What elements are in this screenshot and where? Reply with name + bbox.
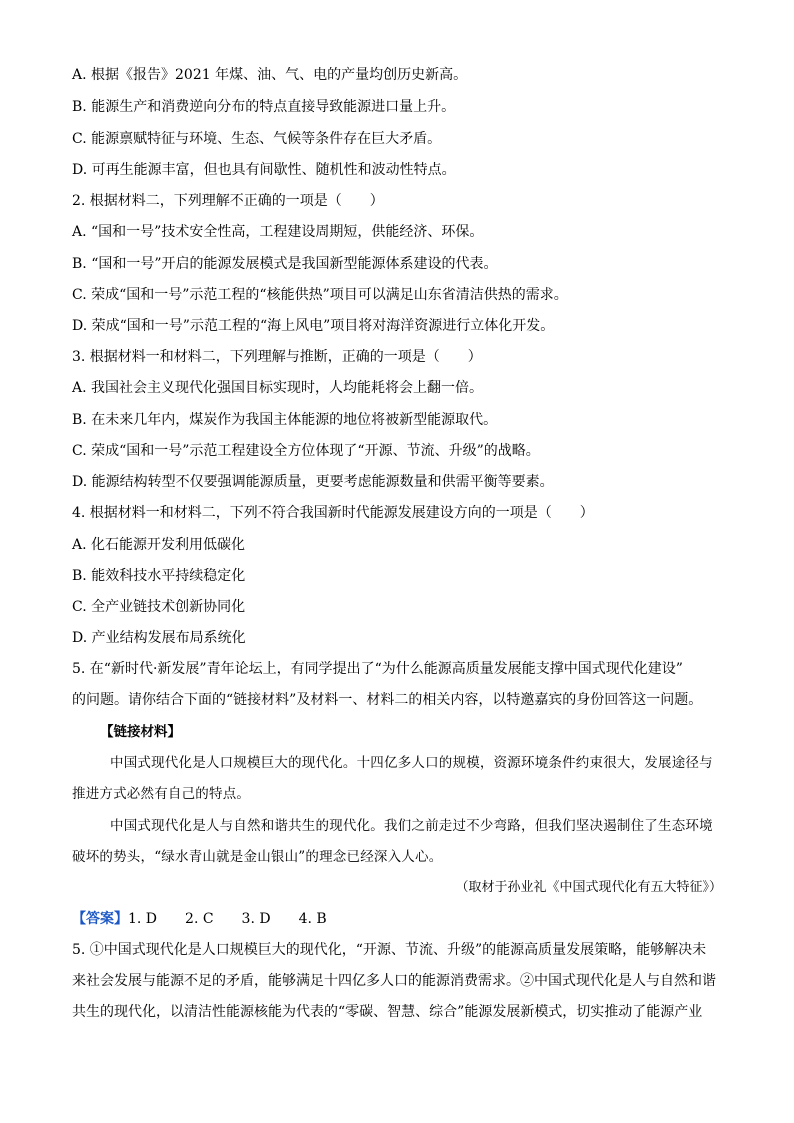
option-c-q3: C. 荣成“国和一号”示范工程建设全方位体现了“开源、节流、升级”的战略。	[72, 443, 540, 459]
linked-material-para-2-line-2: 破坏的势头，“绿水青山就是金山银山”的理念已经深入人心。	[72, 849, 443, 865]
answer-5-line-3: 共生的现代化，以清洁性能源核能为代表的“零碳、智慧、综合”能源发展新模式，切实推动了能源产业	[72, 1004, 703, 1020]
question-5-line-2: 的问题。请你结合下面的“链接材料”及材料一、材料二的相关内容，以特邀嘉宾的身份回答这一问题。	[72, 692, 703, 708]
linked-material-para-2-line-1: 中国式现代化是人与自然和谐共生的现代化。我们之前走过不少弯路，但我们坚决遏制住了生态环境	[110, 818, 713, 834]
question-3: 3. 根据材料一和材料二，下列理解与推断，正确的一项是（ ）	[72, 349, 482, 365]
option-a-q3: A. 我国社会主义现代化强国目标实现时，人均能耗将会上翻一倍。	[72, 380, 484, 396]
option-d-q2: D. 荣成“国和一号”示范工程的“海上风电”项目将对海洋资源进行立体化开发。	[72, 318, 555, 334]
linked-material-para-1-line-2: 推进方式必然有自己的特点。	[72, 786, 251, 802]
option-a-q2: A. “国和一号”技术安全性高，工程建设周期短，供能经济、环保。	[72, 224, 484, 240]
option-b-q1: B. 能源生产和消费逆向分布的特点直接导致能源进口量上升。	[72, 99, 456, 115]
option-a-q4: A. 化石能源开发利用低碳化	[72, 537, 246, 553]
option-c-q1: C. 能源禀赋特征与环境、生态、气候等条件存在巨大矛盾。	[72, 131, 442, 147]
source-citation: （取材于孙业礼《中国式现代化有五大特征》）	[455, 880, 722, 895]
answer-text: 1. D 2. C 3. D 4. B	[128, 911, 327, 927]
linked-material-heading: 【链接材料】	[100, 724, 181, 740]
option-d-q4: D. 产业结构发展布局系统化	[72, 630, 246, 646]
option-c-q4: C. 全产业链技术创新协同化	[72, 599, 246, 615]
question-2: 2. 根据材料二，下列理解不正确的一项是（ ）	[72, 193, 384, 209]
question-4: 4. 根据材料一和材料二，下列不符合我国新时代能源发展建设方向的一项是（ ）	[72, 505, 594, 521]
option-b-q2: B. “国和一号”开启的能源发展模式是我国新型能源体系建设的代表。	[72, 256, 498, 272]
option-a-q1: A. 根据《报告》2021 年煤、油、气、电的产量均创历史新高。	[72, 67, 468, 83]
option-d-q1: D. 可再生能源丰富，但也具有间歇性、随机性和波动性特点。	[72, 162, 456, 178]
linked-material-para-1-line-1: 中国式现代化是人口规模巨大的现代化。十四亿多人口的规模，资源环境条件约束很大，发展途径与	[110, 755, 713, 771]
option-b-q3: B. 在未来几年内，煤炭作为我国主体能源的地位将被新型能源取代。	[72, 412, 498, 428]
question-5-line-1: 5. 在“新时代·新发展”青年论坛上，有同学提出了“为什么能源高质量发展能支撑中国式现代化建设”	[72, 661, 683, 677]
answer-5-line-2: 来社会发展与能源不足的矛盾，能够满足十四亿多人口的能源消费需求。②中国式现代化是人与自然和谐	[72, 973, 716, 989]
option-d-q3: D. 能源结构转型不仅要强调能源质量，更要考虑能源数量和供需平衡等要素。	[72, 474, 554, 490]
answer-5-line-1: 5. ①中国式现代化是人口规模巨大的现代化，“开源、节流、升级”的能源高质量发展策略，能够解决未	[72, 942, 707, 958]
option-b-q4: B. 能效科技水平持续稳定化	[72, 568, 246, 584]
answer-line	[72, 909, 327, 929]
option-c-q2: C. 荣成“国和一号”示范工程的“核能供热”项目可以满足山东省清洁供热的需求。	[72, 287, 568, 303]
answer-label: 【答案】	[72, 911, 128, 927]
